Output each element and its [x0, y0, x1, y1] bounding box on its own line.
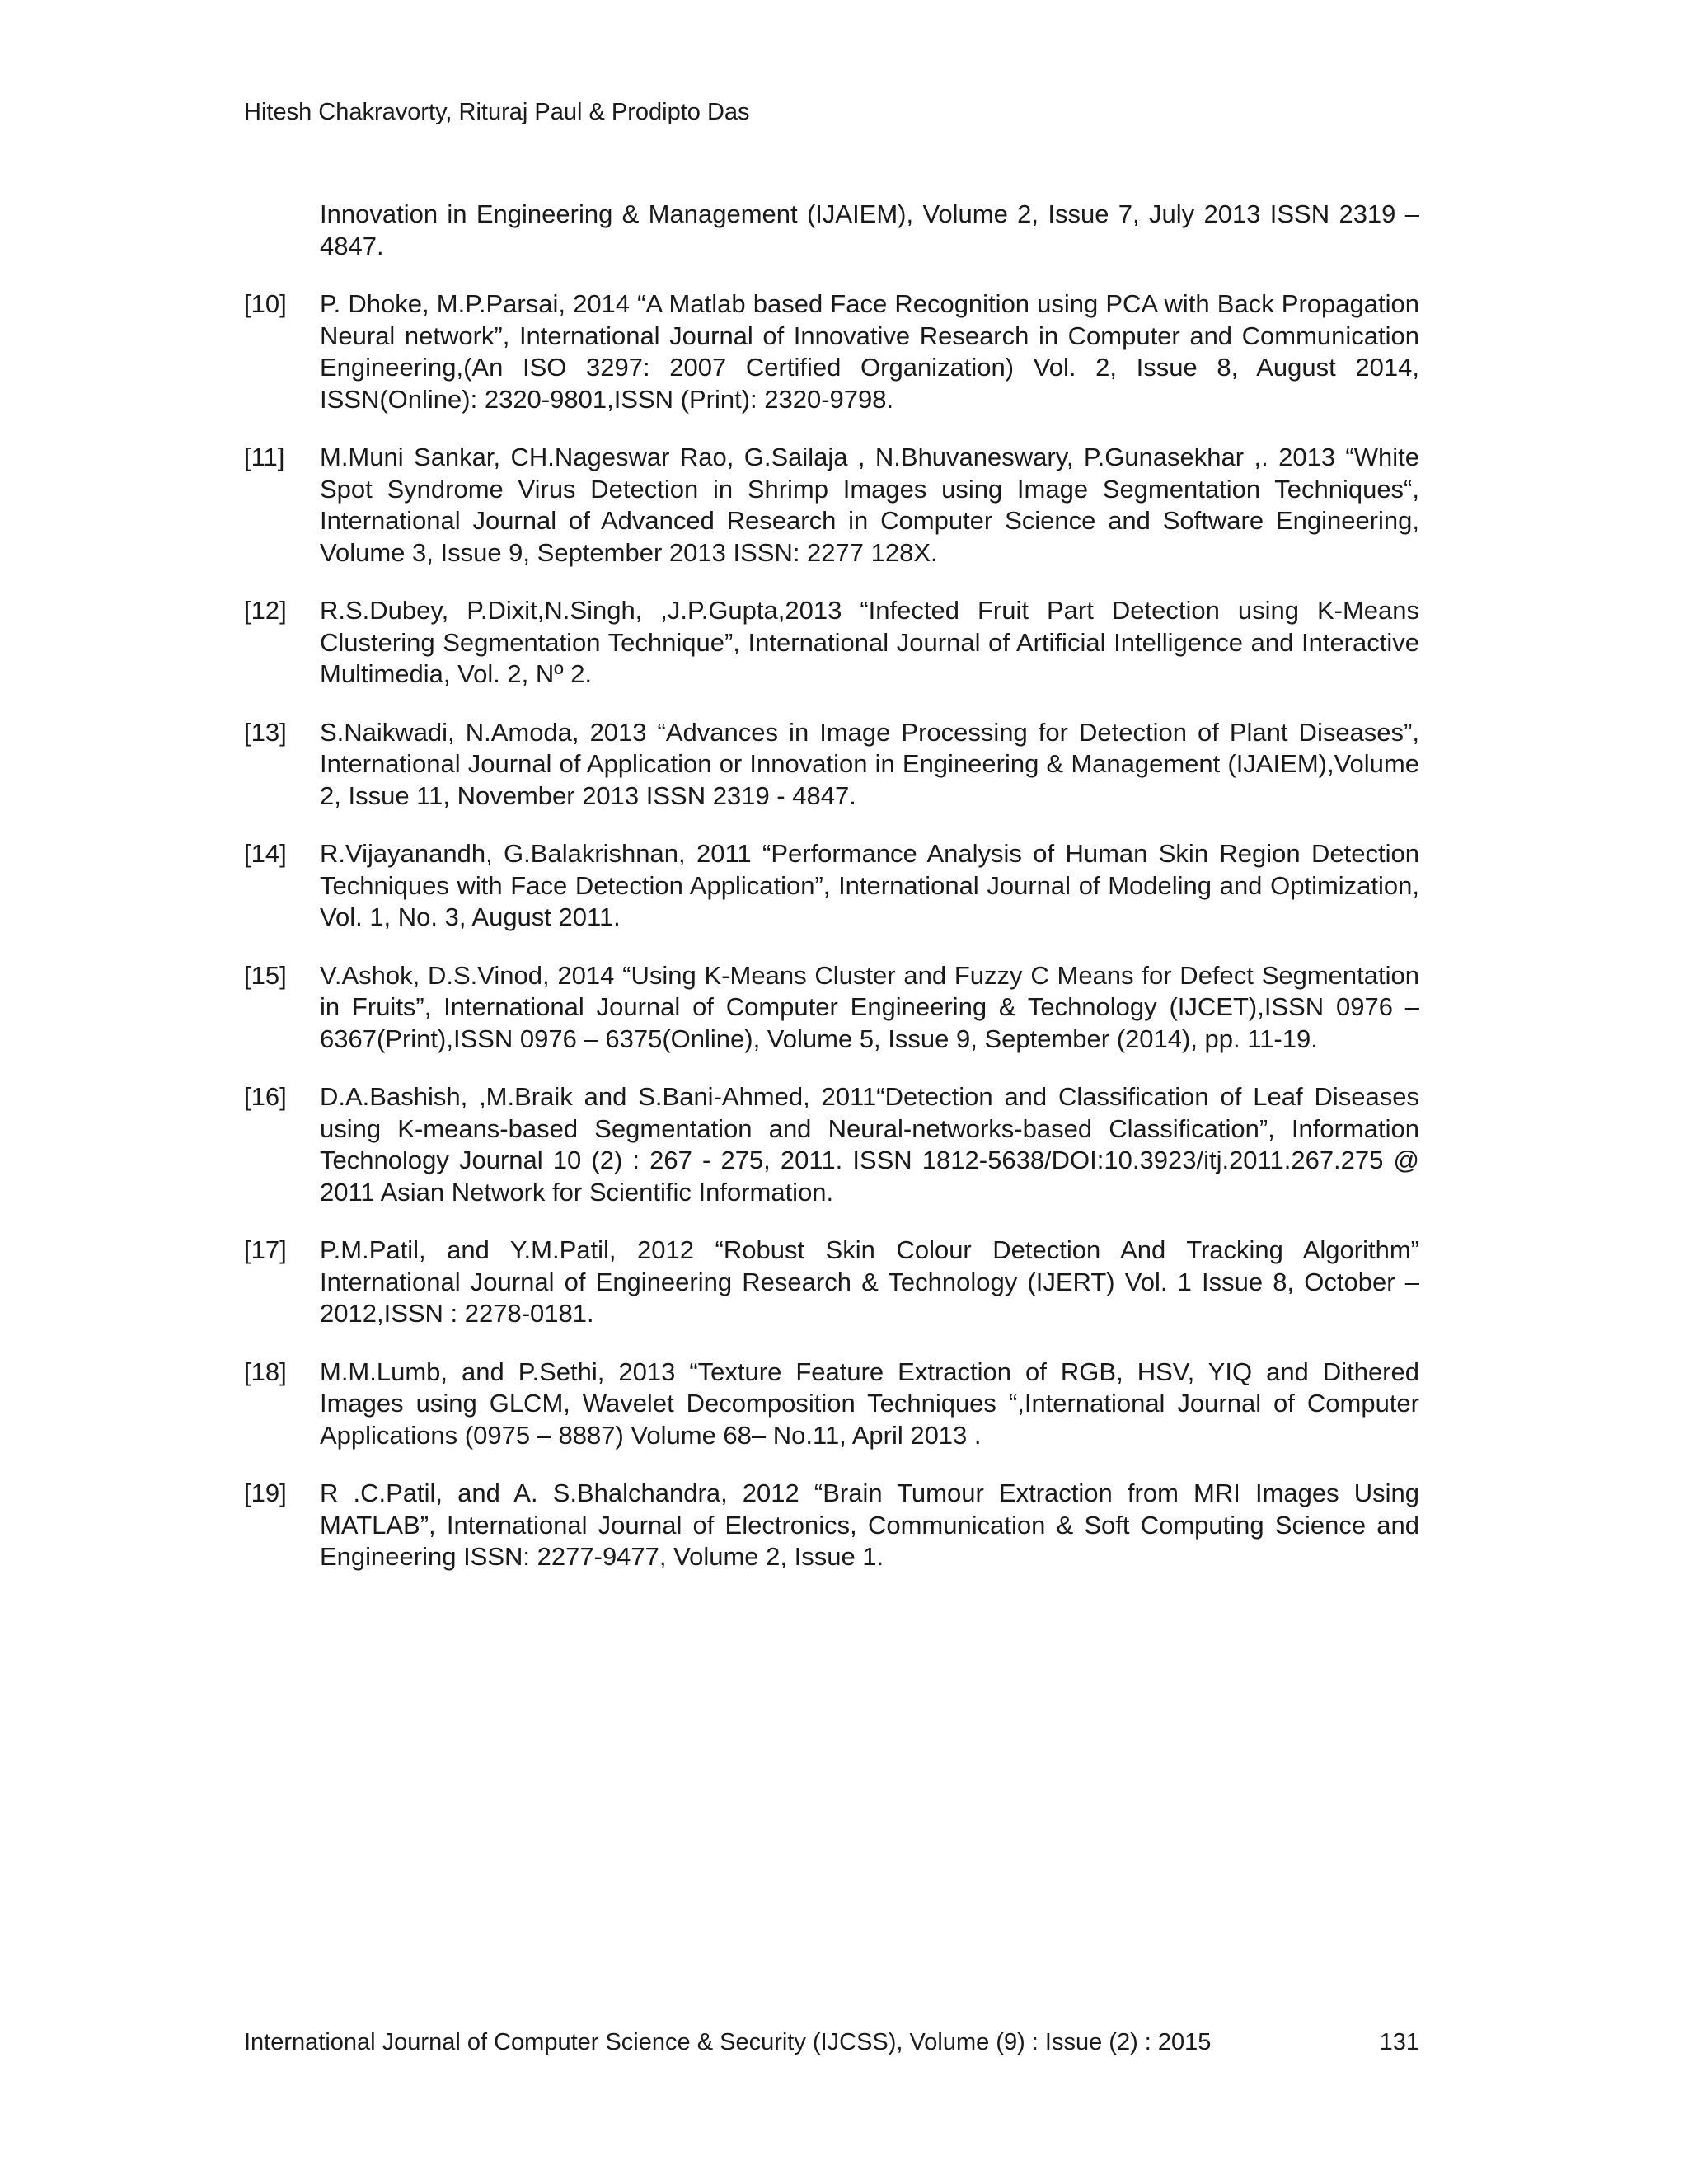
reference-item — [244, 1081, 1419, 1208]
reference-item — [244, 595, 1419, 691]
reference-number: [13] — [244, 717, 287, 747]
reference-text: V.Ashok, D.S.Vinod, 2014 “Using K-Means Cluster and Fuzzy C Means for Defect Segmentation in Fruits”, International Journal of Computer Engineering & Technology (IJCET),ISSN 0976 – 6367(Print),ISSN 0976 – 6375(Online), Volume 5, Issue 9, September (2014), pp. 11-19. — [320, 960, 1419, 1053]
reference-item — [244, 1235, 1419, 1330]
page-number: 131 — [1379, 2029, 1419, 2055]
reference-text: R .C.Patil, and A. S.Bhalchandra, 2012 “Brain Tumour Extraction from MRI Images Using MATLAB”, International Journal of Electronics, Communication & Soft Computing Science and Engineering ISSN: 2277-9477, Volume 2, Issue 1. — [320, 1479, 1419, 1571]
running-header-authors: Hitesh Chakravorty, Rituraj Paul & Prodipto Das — [244, 99, 750, 125]
reference-text: D.A.Bashish, ,M.Braik and S.Bani-Ahmed, 2011“Detection and Classification of Leaf Diseases using K-means-based Segmentation and Neural-networks-based Classification”, Information Technology Journal 10 (2) : 267 - 275, 2011. ISSN 1812-5638/DOI:10.3923/itj.2011.267.275 @ 2011 Asian Network for Scientific Information. — [320, 1082, 1419, 1207]
reference-number: [11] — [244, 443, 285, 471]
reference-item — [244, 1478, 1419, 1573]
reference-item — [244, 717, 1419, 813]
reference-number: [10] — [244, 289, 287, 318]
reference-text: M.Muni Sankar, CH.Nageswar Rao, G.Sailaja , N.Bhuvaneswary, P.Gunasekhar ,. 2013 “White Spot Syndrome Virus Detection in Shrimp Images using Image Segmentation Techniques“, International Journal of Advanced Research in Computer Science and Software Engineering, Volume 3, Issue 9, September 2013 ISSN: 2277 128X. — [320, 443, 1419, 567]
reference-item — [244, 1357, 1419, 1452]
reference-item — [244, 442, 1419, 569]
reference-text: Innovation in Engineering & Management (IJAIEM), Volume 2, Issue 7, July 2013 ISSN 2319 – 4847. — [320, 199, 1419, 260]
reference-number: [17] — [244, 1235, 287, 1264]
reference-number: [14] — [244, 839, 287, 868]
reference-item — [244, 838, 1419, 934]
page-footer — [244, 2028, 1419, 2056]
footer-journal-citation: International Journal of Computer Science & Security (IJCSS), Volume (9) : Issue (2) : 2015 — [244, 2029, 1212, 2055]
reference-number: [16] — [244, 1082, 287, 1111]
reference-number: [15] — [244, 960, 287, 990]
reference-item — [244, 960, 1419, 1056]
reference-item — [244, 199, 1419, 262]
reference-text: M.M.Lumb, and P.Sethi, 2013 “Texture Feature Extraction of RGB, HSV, YIQ and Dithered Images using GLCM, Wavelet Decomposition Techniques “,International Journal of Computer Applications (0975 – 8887) Volume 68– No.11, April 2013 . — [320, 1357, 1419, 1450]
reference-item — [244, 288, 1419, 415]
reference-text: S.Naikwadi, N.Amoda, 2013 “Advances in Image Processing for Detection of Plant Diseases”, International Journal of Application or Innovation in Engineering & Management (IJAIEM),Volume 2, Issue 11, November 2013 ISSN 2319 - 4847. — [320, 717, 1419, 810]
reference-number: [12] — [244, 596, 287, 625]
reference-number: [19] — [244, 1479, 287, 1507]
reference-text: P. Dhoke, M.P.Parsai, 2014 “A Matlab based Face Recognition using PCA with Back Propagation Neural network”, International Journal of Innovative Research in Computer and Communication Engineering,(An ISO 3297: 2007 Certified Organization) Vol. 2, Issue 8, August 2014, ISSN(Online): 2320-9801,ISSN (Print): 2320-9798. — [320, 289, 1419, 414]
reference-text: R.Vijayanandh, G.Balakrishnan, 2011 “Performance Analysis of Human Skin Region Detection Techniques with Face Detection Application”, International Journal of Modeling and Optimization, Vol. 1, No. 3, August 2011. — [320, 839, 1419, 931]
reference-text: P.M.Patil, and Y.M.Patil, 2012 “Robust Skin Colour Detection And Tracking Algorithm” International Journal of Engineering Research & Technology (IJERT) Vol. 1 Issue 8, October – 2012,ISSN : 2278-0181. — [320, 1235, 1419, 1328]
reference-number: [18] — [244, 1357, 287, 1386]
reference-list — [244, 199, 1419, 1600]
reference-text: R.S.Dubey, P.Dixit,N.Singh, ,J.P.Gupta,2013 “Infected Fruit Part Detection using K-Means Clustering Segmentation Technique”, International Journal of Artificial Intelligence and Interactive Multimedia, Vol. 2, Nº 2. — [320, 596, 1419, 688]
